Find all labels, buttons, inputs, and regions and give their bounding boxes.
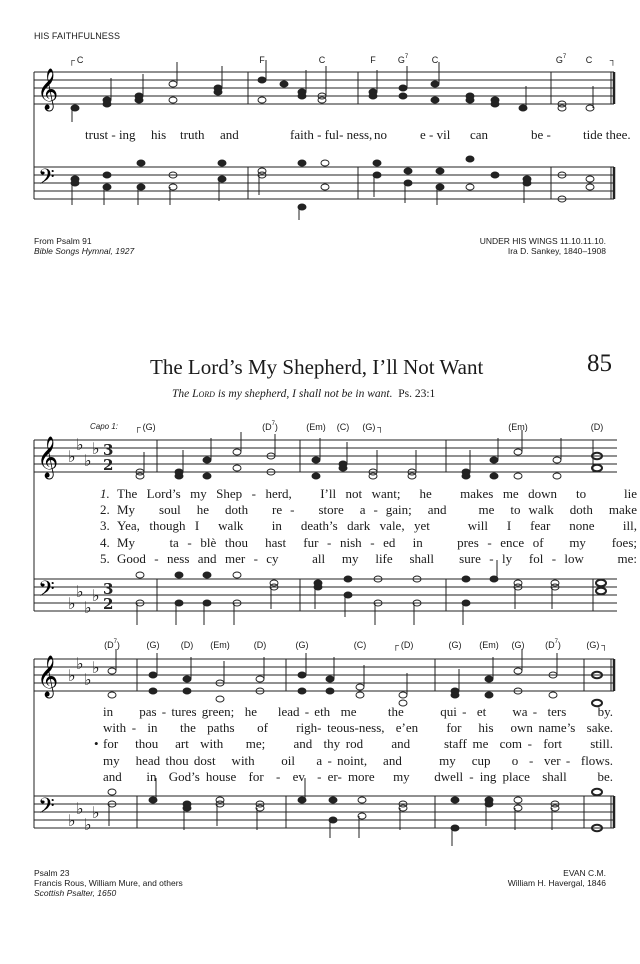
lyric-syllable: trust - ing: [85, 127, 136, 142]
chord-symbol: (C): [353, 640, 367, 650]
svg-text:♭: ♭: [84, 451, 92, 470]
chord-symbol: (G): [295, 640, 309, 650]
verse-line: Good - ness and mer - cy all my life shall sure - ly fol - low me:: [117, 550, 637, 566]
hymn-system1-bass-notes: [136, 560, 606, 625]
verse-line: The Lord’s my Shep - herd, I’ll not want; he makes me down to lie: [117, 486, 637, 501]
composer: Ira D. Sankey, 1840–1908: [507, 246, 606, 256]
text-source: From Psalm 91: [34, 236, 92, 246]
chord-symbol: $(D^7)$: [545, 639, 561, 650]
verse-number: 4.: [100, 534, 110, 550]
treble-clef-icon: 𝄞: [37, 437, 59, 478]
svg-text:3: 3: [103, 441, 114, 459]
chord-symbol: (G) ┐: [586, 640, 608, 650]
chord-symbol: (G): [511, 640, 525, 650]
previous-hymn-credits-right: [480, 236, 606, 256]
verse-line: My ta - blè thou hast fur - nish - ed in pres - ence of my foes;: [117, 534, 637, 550]
chord-symbol: C: [318, 55, 326, 65]
hymn-system2-treble-staff: [34, 659, 614, 691]
chord-symbol: (Em): [479, 640, 499, 650]
verse-line: My soul he doth re - store a - gain; and me to walk doth make: [117, 502, 637, 518]
bass-clef-icon: 𝄢: [38, 577, 55, 607]
svg-text:♭: ♭: [92, 803, 100, 822]
text-publication: Scottish Psalter, 1650: [34, 888, 117, 898]
verse-number: 3.: [100, 518, 110, 534]
lyric-syllable: and: [220, 127, 239, 142]
scripture-verse: The Lord is my shepherd, I shall not be in want. Ps. 23:1: [172, 388, 436, 400]
chord-symbol: $G^7$: [397, 54, 409, 65]
chord-symbol: (D): [590, 422, 604, 432]
key-signature-flats-icon: [68, 435, 100, 617]
lord-small-caps: Lord: [192, 388, 215, 400]
lyric-syllable: no: [374, 127, 387, 142]
verse-line: in pas - tures green; he lead - eth me the qui - et wa - ters by.: [103, 704, 613, 719]
chord-symbol: (G): [448, 640, 462, 650]
svg-text:3: 3: [103, 580, 114, 598]
verse-number: 5.: [100, 550, 110, 566]
verse-line: for thou art with me; and thy rod and staff me com - fort still.: [103, 736, 613, 752]
lyric-syllable: truth: [180, 127, 205, 142]
chord-symbol: F: [370, 55, 376, 65]
section-label: HIS FAITHFULNESS: [34, 31, 121, 41]
chord-symbol: ┌ (G): [134, 422, 156, 432]
lyric-syllable: tide thee.: [583, 127, 631, 142]
svg-text:♭: ♭: [84, 670, 92, 689]
chord-symbol: ┐: [609, 55, 617, 65]
verse-number: 2.: [100, 502, 110, 518]
text-authors: Francis Rous, William Mure, and others: [34, 878, 183, 888]
chord-symbol: ┌ (D): [392, 640, 414, 650]
lyric-syllable: can: [470, 127, 489, 142]
chord-symbol: (D): [253, 640, 267, 650]
svg-text:2: 2: [103, 595, 114, 613]
chord-symbol: (Em): [508, 422, 528, 432]
chord-symbol: ┌ C: [68, 55, 84, 65]
svg-text:♭: ♭: [84, 815, 92, 834]
bass-clef-icon: 𝄢: [38, 794, 55, 824]
chord-symbol: C: [585, 55, 593, 65]
chord-symbol: C: [431, 55, 439, 65]
text-source: Psalm 23: [34, 868, 70, 878]
scripture-reference: Ps. 23:1: [398, 388, 436, 400]
chord-symbol: F: [259, 55, 265, 65]
verse-line: with - in the paths of righ- teous-ness, e’en for his own name’s sake.: [103, 720, 613, 736]
lyric-syllable: faith - ful- ness,: [290, 127, 373, 142]
svg-text:♭: ♭: [68, 666, 76, 685]
verse-marker: •: [94, 736, 99, 752]
svg-text:♭: ♭: [76, 435, 84, 454]
hymn-system1-treble-staff: [34, 440, 617, 472]
svg-text:♭: ♭: [68, 594, 76, 613]
text-publication: Bible Songs Hymnal, 1927: [34, 246, 135, 256]
svg-text:♭: ♭: [84, 598, 92, 617]
verse-number: 1.: [100, 486, 110, 501]
svg-text:♭: ♭: [92, 439, 100, 458]
chord-symbol: (G): [146, 640, 160, 650]
treble-clef-icon: 𝄞: [37, 656, 59, 697]
verse-line: Yea, though I walk in death’s dark vale, yet will I fear none ill,: [117, 518, 637, 534]
chord-symbol: (D): [180, 640, 194, 650]
lyric-syllable: be -: [531, 127, 551, 142]
verse-line: my head thou dost with oil a - noint, and my cup o - ver - flows.: [103, 752, 613, 768]
bass-notes: [71, 156, 594, 220]
chord-symbol: $G^7$: [555, 54, 567, 65]
svg-text:♭: ♭: [76, 654, 84, 673]
bass-clef-icon: 𝄢: [38, 165, 55, 195]
chord-symbol: (C): [336, 422, 350, 432]
lyric-syllable: e - vil: [420, 127, 451, 142]
svg-text:♭: ♭: [76, 582, 84, 601]
hymn-number: 85: [587, 350, 612, 377]
tune-name-meter: EVAN C.M.: [563, 868, 606, 878]
svg-text:2: 2: [103, 456, 114, 474]
svg-text:♭: ♭: [76, 799, 84, 818]
svg-text:♭: ♭: [68, 811, 76, 830]
hymn-system1-bass-staff: [34, 579, 617, 611]
chord-symbol: (Em): [306, 422, 326, 432]
lyric-syllable: his: [151, 127, 167, 142]
svg-text:♭: ♭: [68, 447, 76, 466]
previous-hymn-credits-left: [34, 236, 134, 256]
chord-symbol: $(D^7)$: [104, 639, 120, 650]
chord-symbol: (G) ┐: [362, 422, 384, 432]
hymn-credits-right: [508, 868, 606, 888]
treble-notes: [71, 60, 594, 122]
hymn-credits-left: [34, 868, 183, 898]
tune-name-meter: UNDER HIS WINGS 11.10.11.10.: [479, 236, 606, 246]
hymn-title: The Lord’s My Shepherd, I’ll Not Want: [150, 355, 484, 379]
hymn-system2-treble-notes: [108, 649, 602, 706]
composer: William H. Havergal, 1846: [507, 878, 606, 888]
capo-indicator: Capo 1:: [90, 422, 119, 431]
verse-line: and in God’s house for - ev - er- more my dwell - ing place shall be.: [103, 768, 613, 784]
svg-text:♭: ♭: [92, 586, 100, 605]
treble-clef-icon: 𝄞: [37, 69, 59, 110]
chord-symbol: $(D^7)$: [262, 421, 278, 432]
hymn-system2-bass-staff: [34, 796, 614, 828]
svg-text:♭: ♭: [92, 658, 100, 677]
chord-symbol: (Em): [210, 640, 230, 650]
